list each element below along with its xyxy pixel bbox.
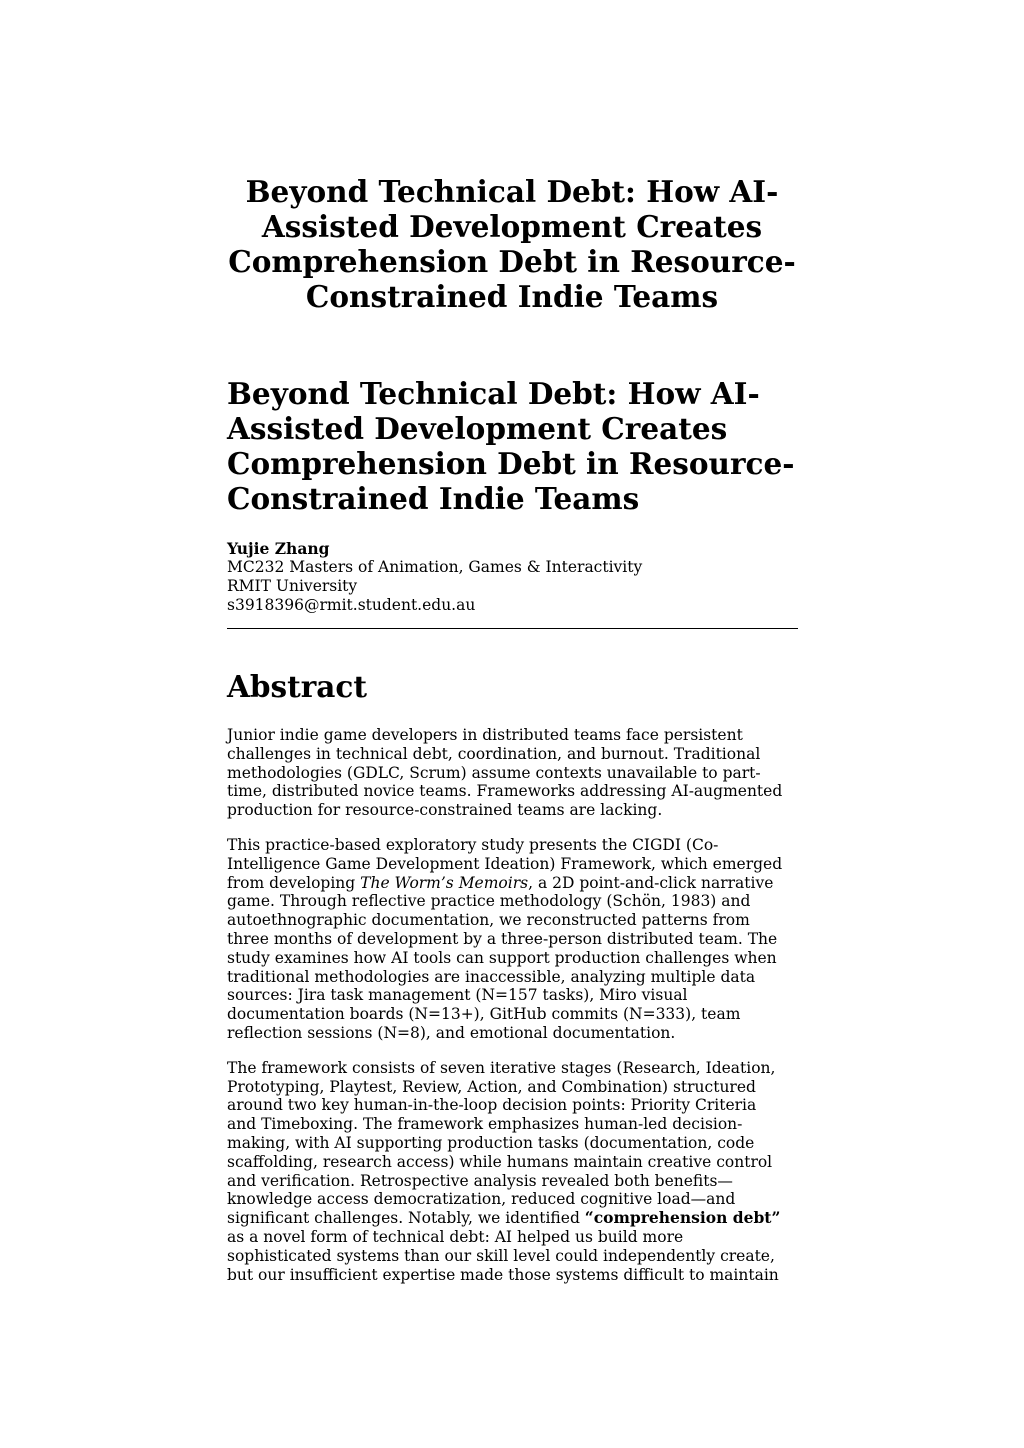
text-line: Junior indie game developers in distributed teams face persistent — [227, 726, 743, 744]
game-title: The Worm’s Memoirs — [360, 873, 529, 892]
text-line: traditional methodologies are inaccessible, analyzing multiple data — [227, 967, 756, 986]
text-line: challenges in technical debt, coordination, and burnout. Traditional — [227, 744, 761, 763]
abstract-heading: Abstract — [227, 669, 367, 704]
text-line: but our insufficient expertise made those systems difficult to maintain — [227, 1265, 779, 1284]
paper-title-line: Constrained Indie Teams — [227, 481, 640, 516]
text-line: and verification. Retrospective analysis revealed both benefits— — [227, 1171, 733, 1190]
paper-title-line: Comprehension Debt in Resource- — [227, 446, 795, 481]
paper-content — [227, 376, 801, 1284]
abstract-paragraph-3 — [227, 1059, 801, 1285]
text-line: knowledge access democratization, reduced cognitive load—and — [227, 1190, 736, 1209]
author-university: RMIT University — [227, 577, 358, 595]
author-name: Yujie Zhang — [227, 539, 330, 558]
text-line: Prototyping, Playtest, Review, Action, and Combination) structured — [227, 1077, 756, 1096]
author-program: MC232 Masters of Animation, Games & Interactivity — [227, 558, 643, 576]
running-title-line: Beyond Technical Debt: How AI- — [245, 174, 779, 209]
text-line: three months of development by a three-person distributed team. The — [227, 929, 778, 948]
text-segment: from developing — [227, 873, 361, 892]
key-term: “comprehension debt” — [584, 1208, 781, 1228]
text-line: sophisticated systems than our skill level could independently create, — [227, 1246, 775, 1265]
text-line: game. Through reflective practice methodology (Schön, 1983) and — [227, 892, 751, 911]
running-title — [200, 174, 824, 314]
text-line: The framework consists of seven iterative stages (Research, Ideation, — [227, 1058, 776, 1077]
author-email: s3918396@rmit.student.edu.au — [227, 596, 476, 614]
abstract-paragraph-1 — [227, 726, 801, 820]
text-line — [227, 874, 801, 893]
text-line: Intelligence Game Development Ideation) Framework, which emerged — [227, 854, 783, 873]
running-title-line: Comprehension Debt in Resource- — [228, 244, 796, 279]
text-line: making, with AI supporting production tasks (documentation, code — [227, 1133, 755, 1152]
text-line — [227, 1209, 801, 1228]
text-line: as a novel form of technical debt: AI helped us build more — [227, 1227, 684, 1246]
text-line: scaffolding, research access) while humans maintain creative control — [227, 1152, 773, 1171]
text-segment: , a 2D point-and-click narrative — [528, 873, 774, 892]
running-title-line: Assisted Development Creates — [261, 209, 763, 244]
author-block — [227, 539, 801, 615]
running-title-line: Constrained Indie Teams — [305, 279, 719, 314]
text-line: sources: Jira task management (N=157 tasks), Miro visual — [227, 986, 688, 1005]
text-line: production for resource-constrained teams are lacking. — [227, 801, 663, 820]
text-line: documentation boards (N=13+), GitHub commits (N=333), team — [227, 1005, 741, 1024]
paper-title-line: Beyond Technical Debt: How AI- — [227, 376, 760, 411]
text-line: time, distributed novice teams. Frameworks addressing AI-augmented — [227, 782, 783, 801]
text-line: This practice-based exploratory study presents the CIGDI (Co- — [227, 835, 719, 854]
text-line: autoethnographic documentation, we reconstructed patterns from — [227, 911, 750, 930]
paper-title-line: Assisted Development Creates — [227, 411, 728, 446]
text-line: study examines how AI tools can support production challenges when — [227, 948, 777, 967]
text-line: and Timeboxing. The framework emphasizes human-led decision- — [227, 1115, 743, 1134]
text-line: reflection sessions (N=8), and emotional documentation. — [227, 1023, 676, 1042]
text-line: around two key human-in-the-loop decision points: Priority Criteria — [227, 1096, 757, 1115]
abstract-paragraph-2 — [227, 836, 801, 1043]
paper-title — [227, 376, 801, 516]
text-segment: significant challenges. Notably, we identified — [227, 1209, 585, 1228]
text-line: methodologies (GDLC, Scrum) assume contexts unavailable to part- — [227, 763, 761, 782]
divider-rule — [227, 628, 798, 629]
